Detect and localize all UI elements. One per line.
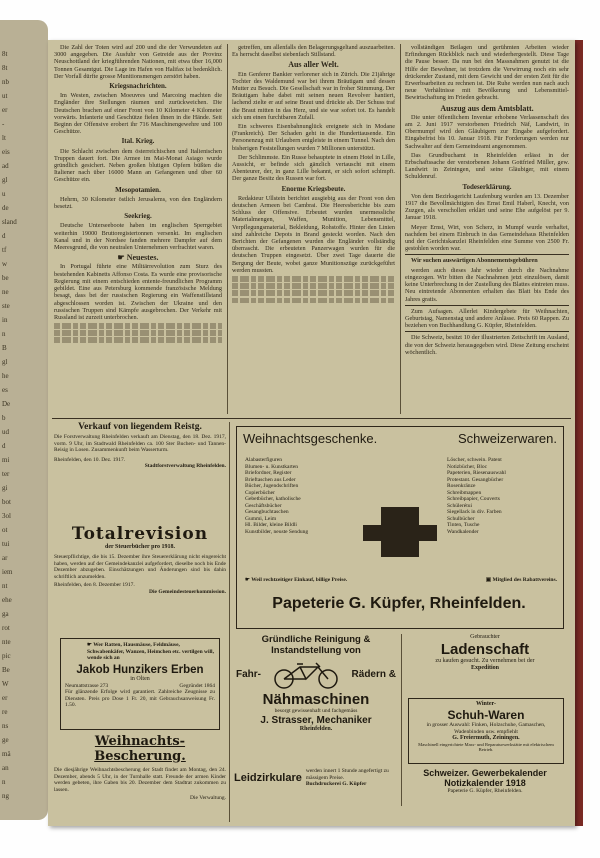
illegible-text <box>54 330 222 336</box>
adjacent-page-text: ter <box>2 470 10 478</box>
adjacent-page-edge <box>0 20 48 820</box>
ad-bescherung-sign: Die Verwaltung. <box>190 795 226 801</box>
ad-kuepfer-item: Gebetbücher, katholische <box>245 496 301 502</box>
ad-kuepfer-footer <box>245 577 557 584</box>
ad-kuepfer-foot-right-text: Mitglied des Rabattvereins. <box>492 577 557 583</box>
verhaftung-text: Meyer Ernst, Wirt, von Scherz, in Mumpf wurde verhaftet, nachdem bei einem Einbruch in das Gemeindehaus Rheinfelden und der Gerichtskanzlei Rheinfelden eine Summe von 2500 Fr. gestohlen worden war. <box>405 223 569 253</box>
adjacent-page-text: b <box>2 414 6 422</box>
adjacent-page-text: d <box>2 232 6 240</box>
ad-kuepfer-item: Papeterien, Riesenauswahl <box>447 470 506 476</box>
ital-text: Die Schlacht zwischen dem österreichischen und Italienischen Truppen dauert fort. Die Armee im Mai-Monat Asiago wurde gründlich gesichert. Neben großen blutigen Opfern büßten die Italiener nach über 16000 Mann an Gefangenen und über 60 Geschütze ein. <box>54 147 222 184</box>
adjacent-page-text: mä <box>2 750 11 758</box>
adjacent-page-text: nte <box>2 638 11 646</box>
adjacent-page-text: gl <box>2 358 8 366</box>
ad-strasser-bike-row <box>234 659 398 689</box>
adjacent-page-text: ud <box>2 428 9 436</box>
adjacent-page-text: ut <box>2 92 8 100</box>
ad-schuh-title: Schuh-Waren <box>447 708 525 722</box>
ad-kuepfer-weihnachtsgeschenke <box>236 426 564 629</box>
abonnement-text: werden auch dieses Jahr wieder durch die Nachnahme eingezogen. Wir bitten die Nachnahmen jetzt einzulösen, damit keine Unterbrechung in der Zustellung des Blattes eintreten muss. Neu eintretende Abonnenten erhalten das Blatt bis Ende des Jahres gratis. <box>405 266 569 303</box>
divider <box>405 331 569 332</box>
adjacent-page-text: ad <box>2 162 9 170</box>
ad-kuepfer-item: Wandkalender <box>447 528 479 535</box>
adjacent-page-text: 3ol <box>2 512 11 520</box>
ad-hunziker-name: Jakob Hunzikers Erben <box>76 663 204 676</box>
adjacent-page-text: gi <box>2 484 8 492</box>
col1-intro: Die Zahl der Toten wird auf 200 und die der Verwundeten auf 3000 angegeben. Die Ausfuhr von Getreide aus der Provinz Neuschottland der kriegführenden Nationen, mit etwa über 16,000 Tonnen Gesamtgut. Die Lage im Hafen von Halifax ist bedenklich. Der Vorfall dürfte grosse Munitionsmengen zerstört haben. <box>54 44 222 80</box>
adjacent-page-text: De <box>2 400 11 408</box>
ad-strasser <box>234 634 398 758</box>
adjacent-page-text: ste <box>2 302 10 310</box>
adjacent-page-text: mi <box>2 456 10 464</box>
ad-kuepfer-list-right <box>447 457 559 535</box>
swiss-cross-icon-bar <box>363 525 437 541</box>
ad-laden-text: zu kaufen gesucht. Zu vernehmen bei der <box>435 658 535 664</box>
ad-strasser-note: besorgt gewissenhaft und fachgemäss <box>274 708 358 714</box>
ad-kuepfer-item: Schreibmappen <box>447 489 482 496</box>
ad-laden-title: Ladenschaft <box>440 641 530 658</box>
ad-kuepfer-item: Schülerétui <box>447 502 473 509</box>
col3-intro: vollständigen Beilagen und gerühmten Arbeiten wieder Erfindungen Rückblick nach und wiederhergestellt. Diese Tage die Pause besser. Da nun bei den Massnahmen genutzt ist die Hilfe der Bewohner, ist trotzdem die Verwirrung noch ein sehr drückender Zustand, mit dem Gewicht und der ersten Zeit für die Erwerbsarbeiten zu rechnen ist. Die Ruhe werden nun nach auch neue Verhältnisse mit Bevölkerung und Lebensmittel-Bewirtschaftung im Frieden gebracht. <box>405 44 569 102</box>
welt-text-3: Der Schlimmste. Ein Russe behauptete in einem Hotel in Lille, Aussicht, er befinde sich gänzlich vertauscht mit einem Abenteurer, der, in ganz Lille bekannt, er sich sofort schimpft. Der ganze Besitz des Russen war fort. <box>232 153 395 183</box>
adjacent-page-text: ne <box>2 288 9 296</box>
ad-kuepfer-header <box>243 431 557 446</box>
ad-hunziker-founded: Gegründet 1864 <box>179 682 215 689</box>
ad-kuepfer-item: Alabasterfiguren <box>245 457 282 463</box>
ad-kuepfer-foot-left-text: Weil rechtzeitiger Einkauf, billige Preise. <box>251 577 348 583</box>
ad-kuepfer-list-left <box>245 457 355 535</box>
adjacent-page-text: - <box>2 120 5 128</box>
ad-totalrevision-sign: Die Gemeindesteuerkommission. <box>149 588 226 595</box>
ad-kalender-line2: Notizkalender 1918 <box>444 778 526 788</box>
meso-heading: Mesopotamien. <box>115 185 161 194</box>
column-rule <box>400 44 401 414</box>
column-2 <box>232 44 395 416</box>
ad-kuepfer-item: Notizbücher, Bloc <box>447 463 488 470</box>
ad-schuh-name: G. Freiermuth, Zeiningen. <box>452 735 520 741</box>
adjacent-page-text: ng <box>2 792 9 800</box>
pointing-hand-icon: ☛ <box>87 642 94 648</box>
neuestes-text: In Portugal führte eine Militärrevolution zum Sturz des bestehenden Kabinetts Affonso Costa. Es wurde eine provisorische Regierung mit einem entschieden entente-freundlichen Programm gebildet. Eine aus Petersburg kommende französische Meldung besagt, dass bei der russischen Regierung ein Waffenstillstand abgeschlossen worden ist. Zwischen der Ukraine und den russischen Truppen sind Kämpfe ausgebrochen. Der Verkehr mit Russland ist zurzeit unterbrochen. <box>54 263 222 321</box>
beute-heading: Enorme Kriegsbeute. <box>281 184 346 193</box>
adjacent-page-text: pic <box>2 652 11 660</box>
adjacent-page-text: ar <box>2 554 8 562</box>
adjacent-page-text: ge <box>2 736 9 744</box>
ad-strasser-fahr: Fahr- <box>236 668 261 680</box>
adjacent-page-text: he <box>2 372 9 380</box>
ad-hunziker-text: Für glänzende Erfolge wird garantiert. Zahlreiche Zeugnisse zu Diensten. Preis pro Dose 1 Fr. 20, mit Gebrauchsanweisung Fr. 1.50. <box>65 689 215 708</box>
ad-totalrevision-place: Rheinfelden, den 8. Dezember 1917. <box>54 582 135 588</box>
ad-kuepfer-item: Kunstbilder, neuste Sendung <box>245 528 309 535</box>
adjacent-page-text: gl <box>2 176 8 184</box>
ad-totalrevision-title: Totalrevision <box>71 524 209 544</box>
adjacent-page-text: u <box>2 190 6 198</box>
ad-laden-lead: Gebrauchter <box>470 634 500 640</box>
abonnement-heading: Wir suchen auswärtigen Abonnementsgebühren <box>411 257 538 265</box>
adjacent-page-text: ga <box>2 610 9 618</box>
ad-kuepfer-item: Copierbücher <box>245 489 275 496</box>
adjacent-page-text: d <box>2 442 6 450</box>
welt-heading: Aus aller Welt. <box>288 60 339 70</box>
ad-kalender-line1: Schweizer. Gewerbekalender <box>423 768 547 778</box>
adjacent-page-text: er <box>2 106 8 114</box>
neuestes-title: Neuestes. <box>126 253 159 263</box>
adjacent-page-text: ns <box>2 722 9 730</box>
adjacent-page-text: es <box>2 386 8 394</box>
pointing-hand-icon: ☛ <box>245 577 252 583</box>
aufsagen-text: Zum Aufsagen. Allerlei Kindergebete für Weihnachten, Geburtstag, Namenstag und andere Anlässe. Preis 60 Rappen. Zu beziehen von Buchhandlung G. Küpfer, Rheinfelden. <box>405 307 569 330</box>
ad-kuepfer-item: Brieftaschen aus Leder <box>245 476 296 483</box>
ad-kuepfer-item: Rosenkränze <box>447 483 476 489</box>
column-3 <box>405 44 569 416</box>
ad-hunziker-lead-text: Wer Ratten, Hausmäuse, Feldmäuse, Schwabenkäfer, Wanzen, Heimchen etc. vertilgen will, wende sich an <box>87 642 214 661</box>
ad-reisig-place: Rheinfelden, den 10. Dez. 1917. <box>54 456 126 463</box>
adjacent-page-text: re <box>2 708 8 716</box>
ad-strasser-city: Rheinfelden. <box>299 725 333 732</box>
amtsblatt-text: Die unter öffentlichem Inventar erhobene Verlassenschaft des am 2. Juni 1917 verstorbenen Friedrich Näf, Landwirt, in Obermumpf wird den Gläubigern zur Eingabe aufgefordert. Eingabefrist bis 10. Januar 1918. Für Forderungen werden nur Sachwalter auf dem Gemeindeamt angenommen. <box>405 113 569 150</box>
ad-totalrevision <box>54 524 226 634</box>
ad-kuepfer-item: Hl. Bilder, kleine Bildli <box>245 522 297 528</box>
ad-leid-text: werden innert 1 Stunde angefertigt zu mässigem Preise. <box>305 768 389 781</box>
ad-schuh-note: Maschinell eingerichtete Mass- und Reparaturwerkstätte mit elektrischem Betrieb. <box>418 742 554 753</box>
column-rule <box>401 634 402 806</box>
adjacent-page-text: n <box>2 330 6 338</box>
meso-text: Hehrm, 30 Kilometer östlich Jerusalems, von den Engländern besetzt. <box>54 195 222 211</box>
ad-kuepfer-item: Schulbücher <box>447 515 475 522</box>
ad-kuepfer-foot-left <box>245 577 347 584</box>
adjacent-page-text: 8t <box>2 64 8 72</box>
adjacent-page-text: w <box>2 260 8 268</box>
ad-hunziker-street: Neumattstrasse 273 <box>65 682 109 689</box>
adjacent-page-text: in <box>2 316 8 324</box>
illegible-text <box>54 337 222 343</box>
ad-strasser-title: Gründliche Reinigung & Instandstellung von <box>261 634 371 656</box>
ad-kuepfer-right-title: Schweizerwaren. <box>458 431 557 446</box>
adjacent-page-text: be <box>2 274 9 282</box>
adjacent-page-text: Be <box>2 666 10 674</box>
kriegs-text: Im Westen, zwischen Moeuvres und Marcoing machten die Engländer ihre Stellungen räumen und zurückweichen. Die Deutschen brachen auf einer Front von 10 Kilometer 4 Kilometer vorwärts. Infanterie und Geschütze fielen ihnen in die Hände. Seit Beginn der Offensive erobert ihr 716 Maschinengewehre und 100 Geschütze. <box>54 92 222 136</box>
pointing-hand-icon: ☛ <box>117 253 127 263</box>
illegible-text <box>232 276 395 282</box>
column-rule <box>229 422 230 822</box>
ad-kuepfer-shop: Papeterie G. Küpfer, Rheinfelden. <box>272 595 526 612</box>
ad-leid-title: Leidzirkulare <box>234 772 302 784</box>
adjacent-page-text: bot <box>2 498 11 506</box>
ad-reisig-sale <box>54 422 226 520</box>
book-binding-spine <box>575 40 583 826</box>
todeserklaerung-heading: Todeserklärung. <box>462 182 512 191</box>
ad-strasser-name: J. Strasser, Mechaniker <box>260 714 372 726</box>
adjacent-page-text: W <box>2 680 9 688</box>
illegible-text <box>232 290 395 296</box>
adjacent-page-text: an <box>2 764 9 772</box>
ad-reisig-sign: Stadtforstverwaltung Rheinfelden. <box>144 463 226 469</box>
neuestes-heading <box>54 254 222 261</box>
ad-strasser-naeh: Nähmaschinen <box>262 691 370 708</box>
column-1 <box>54 44 222 416</box>
section-divider <box>52 418 571 419</box>
adjacent-page-text: nb <box>2 78 9 86</box>
newspaper-page <box>48 40 575 826</box>
ad-kuepfer-item: Geschäftsbücher <box>245 502 282 509</box>
adjacent-page-text: 8t <box>2 50 8 58</box>
adjacent-page-text: rot <box>2 624 10 632</box>
illegible-text <box>54 323 222 329</box>
ad-leidzirkulare <box>234 760 398 796</box>
see-text: Deutsche Unterseeboote haben im englischen Sperrgebiet weiterhin 19000 Bruttoregistertonnen versenkt. Im englischen Kanal und in der Nordsee fanden mehrere Dampfer auf dem Meeresgrund, die von neutralen Unternehmen verfrachtet waren. <box>54 222 222 252</box>
ad-ladenschaft <box>404 634 566 694</box>
beute-text: Redakteur Ullstein berichtet ausgiebig aus der Front von den deutschen Armeen bei Cambrai. Die Heeresberichte bis zum Schluss der Offensive. Erbeutet wurden unermessliche Materialmengen, Waffen, Munition, Lebensmittel, Verpflegungsmaterial, Bekleidung, Rohstoffe. Hinter den Linien sind zahlreiche Depots in Brand gesteckt worden. Nach den Berichten der Gefangenen wurden die Engländer vollständig überrascht. Die erbeuteten Panzerwagen wurden für die deutschen Truppen eingesetzt. Über zwei Tage dauerte die Bergung der Beute, wobei ganze Munitionszüge zurückgeführt werden mussten. <box>232 194 395 274</box>
ad-totalrevision-sub: der Steuerbücher pro 1918. <box>105 544 175 550</box>
divider <box>405 305 569 306</box>
adjacent-page-text: sland <box>2 218 17 226</box>
ad-kuepfer-item: Bücher, Jugendschriften <box>245 483 299 489</box>
see-heading: Seekrieg. <box>124 212 152 221</box>
adjacent-page-text: tui <box>2 540 10 548</box>
ad-schuhwaren <box>408 698 564 764</box>
ad-kuepfer-item: Gesangbuchtaschen <box>245 509 289 515</box>
ad-weihnachts-bescherung <box>54 734 226 822</box>
ad-schuh-winter: Winter- <box>476 701 496 707</box>
adjacent-page-text: ehe <box>2 596 12 604</box>
ad-kuepfer-foot-right <box>486 577 557 584</box>
ad-kuepfer-item: Gummi, Leim <box>245 515 277 522</box>
ad-bescherung-title: Weihnachts-Bescherung. <box>94 734 186 764</box>
adjacent-page-text: iem <box>2 568 13 576</box>
amtsblatt-heading: Auszug aus dem Amtsblatt. <box>440 103 534 113</box>
ad-kuepfer-item: Tinten, Tusche <box>447 522 480 528</box>
adjacent-page-text: nt <box>2 582 8 590</box>
ad-reisig-text: Die Forstverwaltung Rheinfelden verkauft am Dienstag, den 18. Dez. 1917, vorm. 9 Uhr, im Stadtwald Rheinfelden ca. 100 Ster Buchen- und Tannen-Reisig in Losen. Zusammenkunft beim Wasserturm. <box>54 434 226 453</box>
welt-text-2: Ein schweres Eisenbahnunglück ereignete sich in Modane (Frankreich). Der Schaden geht in die Hunderttausende. Ein Personenzug mit Urlaubern entgleiste in einem Tunnel. Nach den bisherigen Feststellungen wurden 7 Millionen unterstützt. <box>232 123 395 152</box>
schweiz-text: Die Schweiz, besitzt 10 der illustrierten Zeitschrift im Ausland, die von der Schweiz herausgegeben wird. Diese Zeitung erscheint wöchentlich. <box>405 334 569 356</box>
kriegs-heading: Kriegsnachrichten. <box>109 82 167 91</box>
col2-intro: getreffen, um allenfalls den Belagerungsgeltand auszuarbeiten. Es herrscht daselbst siebenfach Stillstand. <box>232 44 395 59</box>
adjacent-page-text: tf <box>2 246 7 254</box>
ad-kuepfer-left-title: Weihnachtsgeschenke. <box>243 431 378 446</box>
amtsblatt-text-2: Das Grundbuchamt in Rheinfelden erlässt in der Erbschaftssache der verstorbenen Johann Gottfried Müller, gew. Landwirt in Zeiningen, und seine Gläubiger, mit einem Schuldenruf. <box>405 151 569 181</box>
ad-hunziker-city: in Olten <box>130 675 150 682</box>
ad-kuepfer-item: Protestant. Gesangbücher <box>447 476 504 483</box>
ad-hunziker-lead <box>65 642 215 662</box>
adjacent-page-text: de <box>2 204 9 212</box>
ad-leid-sign: Buchdruckerei G. Küpfer <box>305 781 367 788</box>
adjacent-page-text: er <box>2 694 8 702</box>
ad-kalender-sign: Papeterie G. Küpfer, Rheinfelden. <box>447 788 523 794</box>
ad-kalender <box>404 768 566 804</box>
illegible-text <box>232 283 395 289</box>
illegible-text <box>232 298 395 304</box>
divider <box>405 254 569 255</box>
column-rule <box>227 44 228 414</box>
ad-kuepfer-item: Löscher, schwein. Patent <box>447 457 502 463</box>
ad-laden-sign: Expedition <box>470 665 499 671</box>
adjacent-page-text: eis <box>2 148 10 156</box>
adjacent-page-text: B <box>2 344 7 352</box>
todeserklaerung-text: Von dem Bezirksgericht Laufenburg wurden am 13. Dezember 1917 die Bevollmächtigten des Ernst Emil Haberl, Knecht, von Zuzgen, als verschollen erklärt und seine Ehe aufgelöst per 9. Januar 1918. <box>405 192 569 222</box>
ad-kuepfer-item: Schreibpapier, Couverts <box>447 496 500 502</box>
ital-heading: Ital. Krieg. <box>121 137 155 146</box>
adjacent-page-text: lt <box>2 134 6 142</box>
ad-kuepfer-item: Blumen- u. Kunstkarten <box>245 463 299 470</box>
adjacent-page-text: n <box>2 778 6 786</box>
ad-kuepfer-item: Briefordner, Register <box>245 470 292 476</box>
ad-kuepfer-item: Siegellack in div. Farben <box>447 509 502 515</box>
ad-leid-body <box>306 768 398 788</box>
welt-text: Ein Genferer Bankier verlorener sich in Zürich. Die 21jährige Tochter des Waldemund war bei ihrem Bräutigam und dessen Mutter zu Besuch. Die Gesellschaft war in froher Stimmung. Der Bräutigam habe dabei mit seinen neuen Revolver hantiert, lachend zielte er auf seine Braut und drückte ab. Der Schuss traf die Braut mitten in das Herz, und sie war sofort tot. Es handelt sich um einen furchtbaren Zufall. <box>232 70 395 121</box>
ad-reisig-title: Verkauf von liegendem Reistg. <box>78 422 202 432</box>
check-box-icon: ▣ <box>485 577 493 583</box>
ad-hunziker <box>60 638 220 730</box>
ad-bescherung-text: Die diesjährige Weihnachtsbescherung der Stadt findet am Montag, den 24. Dezember, abends 5 Uhr, in der Turnhalle statt. Freunde der armen Kinder werden gebeten, ihre Gaben bis 20. Dezember dem Stadtrat zukommen zu lassen. <box>54 767 226 793</box>
bicycle-icon <box>270 659 342 689</box>
ad-strasser-raeder: Rädern & <box>351 668 396 680</box>
ad-totalrevision-text: Steuerpflichtige, die bis 15. Dezember ihre Steuererklärung nicht eingereicht haben, werden auf der Gemeindekanzlei aufgefordert, dieselbe noch bis Ende Dezember abzugeben. Einschätzungen und Änderungen sind bis dahin schriftlich anzumelden. <box>54 554 226 580</box>
adjacent-page-text: ot <box>2 526 8 534</box>
ad-schuh-text: in grosser Auswahl: Finken, Holzschuhe, Gamaschen, Wadenbinden usw. empfiehlt <box>426 722 546 735</box>
